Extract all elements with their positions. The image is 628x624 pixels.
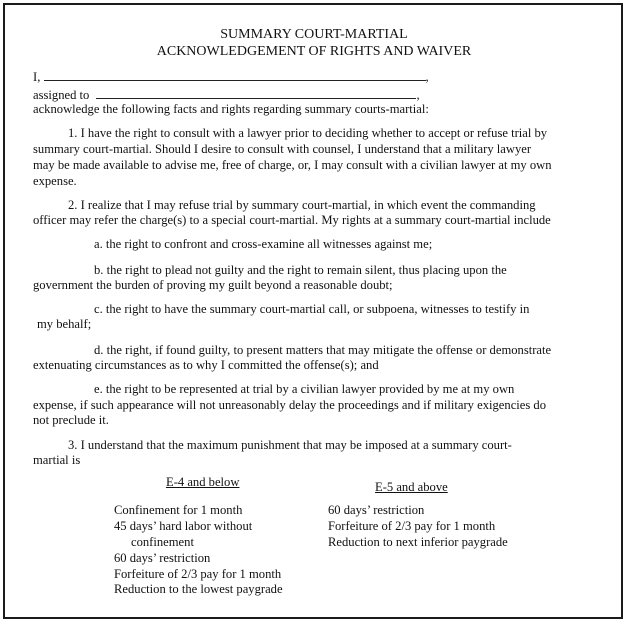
item-e-line-2: expense, if such appearance will not unreasonably delay the proceedings and if military exigencies do <box>33 398 547 412</box>
name-comma: , <box>425 70 429 84</box>
item-a: a. the right to confront and cross-examine all witnesses against me; <box>94 237 433 251</box>
p2-line-2: officer may refer the charge(s) to a special court-martial. My rights at a summary court-martial include <box>33 213 551 227</box>
left-item-3: confinement <box>131 535 194 549</box>
item-b-line-2: government the burden of proving my guilt beyond a reasonable doubt; <box>33 278 393 292</box>
name-field[interactable] <box>44 69 426 81</box>
p3-line-2: martial is <box>33 453 81 467</box>
heading-e5-and-above: E-5 and above <box>375 480 448 494</box>
left-item-6: Reduction to the lowest paygrade <box>114 582 283 596</box>
assigned-comma: , <box>416 88 420 102</box>
assigned-label: assigned to <box>33 88 90 102</box>
intro-text: acknowledge the following facts and rights regarding summary courts-martial: <box>33 102 429 116</box>
item-b-line-1: b. the right to plead not guilty and the right to remain silent, thus placing upon the <box>94 263 507 277</box>
item-d-line-1: d. the right, if found guilty, to present matters that may mitigate the offense or demonstrate <box>94 343 552 357</box>
heading-e4-and-below: E-4 and below <box>166 475 240 489</box>
left-item-5: Forfeiture of 2/3 pay for 1 month <box>114 567 282 581</box>
item-c-line-2: my behalf; <box>37 317 92 331</box>
p3-line-1: 3. I understand that the maximum punishment that may be imposed at a summary court- <box>68 438 512 452</box>
p1-line-1: 1. I have the right to consult with a lawyer prior to deciding whether to accept or refuse trial by <box>68 126 548 140</box>
item-e-line-3: not preclude it. <box>33 413 109 427</box>
left-item-4: 60 days’ restriction <box>114 551 211 565</box>
title-line-2: ACKNOWLEDGEMENT OF RIGHTS AND WAIVER <box>156 44 472 59</box>
name-label: I, <box>33 70 41 84</box>
item-d-line-2: extenuating circumstances as to why I committed the offense(s); and <box>33 358 379 372</box>
p1-line-3: may be made available to advise me, free of charge, or, I may consult with a civilian lawyer at my own <box>33 158 552 172</box>
right-item-1: 60 days’ restriction <box>328 503 425 517</box>
p1-line-4: expense. <box>33 174 77 188</box>
title-line-1: SUMMARY COURT-MARTIAL <box>220 27 408 42</box>
right-item-3: Reduction to next inferior paygrade <box>328 535 508 549</box>
name-line <box>33 69 429 85</box>
assigned-field[interactable] <box>96 87 416 99</box>
left-item-1: Confinement for 1 month <box>114 503 243 517</box>
p2-line-1: 2. I realize that I may refuse trial by summary court-martial, in which event the commanding <box>68 198 536 212</box>
item-c-line-1: c. the right to have the summary court-martial call, or subpoena, witnesses to testify in <box>94 302 530 316</box>
left-item-2: 45 days’ hard labor without <box>114 519 253 533</box>
item-e-line-1: e. the right to be represented at trial by a civilian lawyer provided by me at my own <box>94 382 515 396</box>
p1-line-2: summary court-martial. Should I desire to consult with counsel, I understand that a military lawyer <box>33 142 532 156</box>
right-item-2: Forfeiture of 2/3 pay for 1 month <box>328 519 496 533</box>
